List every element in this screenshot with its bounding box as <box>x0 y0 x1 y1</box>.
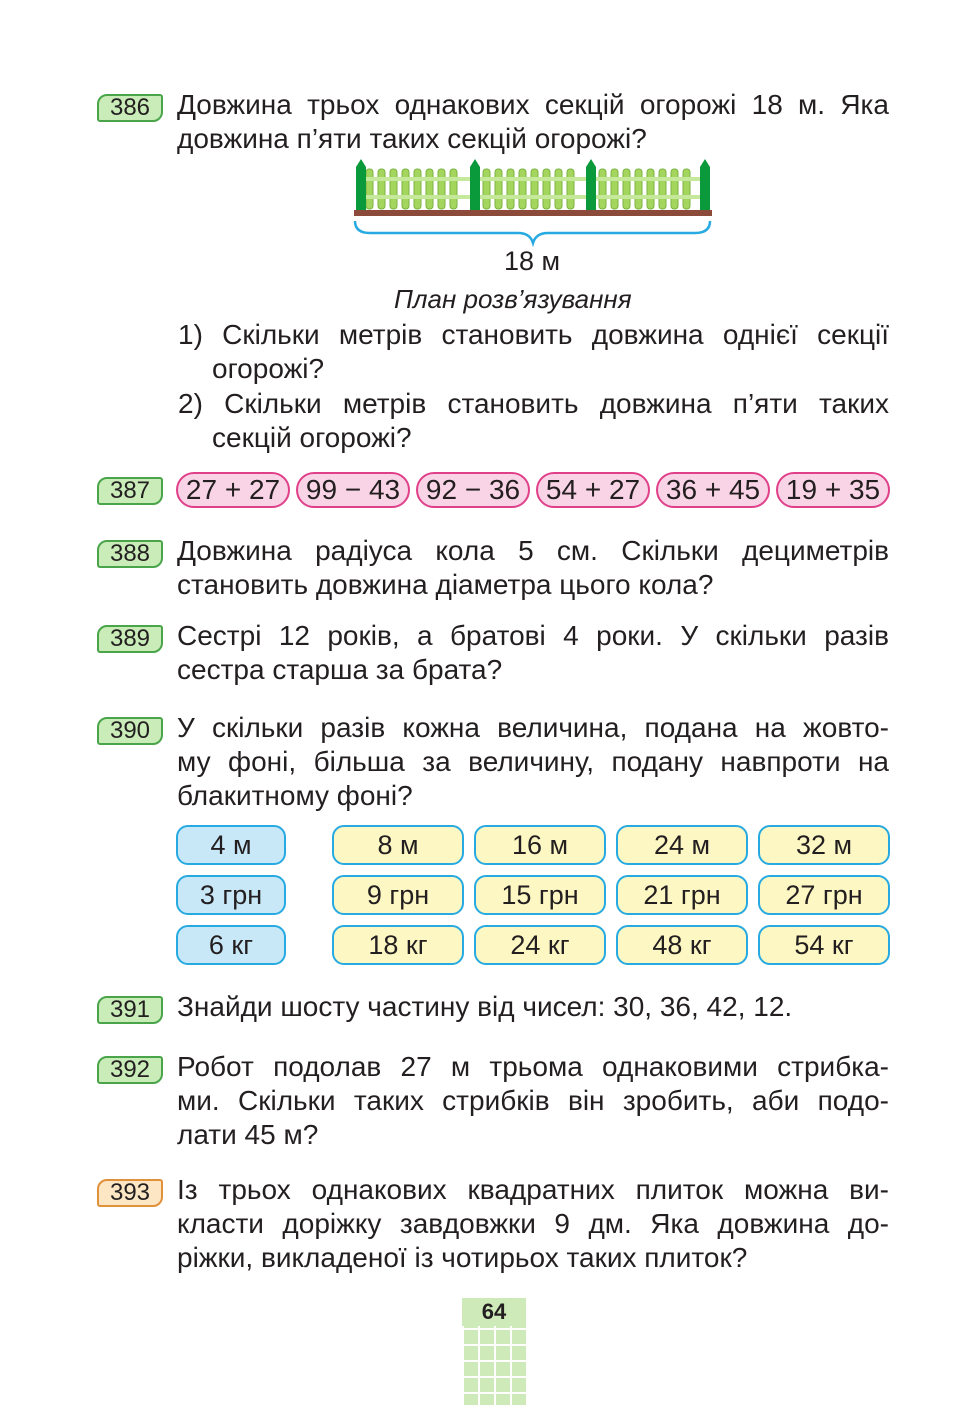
task-line: Довжина радіуса кола 5 см. Скільки дециметрів <box>177 535 889 566</box>
expression: 27 + 27 <box>176 472 290 508</box>
task-number-393: 393 <box>97 1179 163 1207</box>
expression: 54 + 27 <box>536 472 650 508</box>
quantity-cell: 9 грн <box>332 875 464 915</box>
quantity-cell: 27 грн <box>758 875 890 915</box>
base-quantity-cell: 6 кг <box>176 925 286 965</box>
task-386-text <box>177 88 889 156</box>
fence-illustration <box>350 155 718 247</box>
plan-step-1: 1) Скільки метрів становить довжина однієї секції <box>178 319 889 350</box>
expression: 99 − 43 <box>296 472 410 508</box>
task-line: довжина п’яти таких секцій огорожі? <box>177 123 647 154</box>
base-quantity-cell: 3 грн <box>176 875 286 915</box>
task-392-text <box>177 1050 889 1152</box>
task-line: му фоні, більша за величину, подану навпроти на <box>177 746 889 777</box>
length-brace <box>355 221 710 243</box>
quantity-cell: 24 кг <box>474 925 606 965</box>
task-line: лати 45 м? <box>177 1119 319 1150</box>
base-quantity-cell: 4 м <box>176 825 286 865</box>
task-line: Довжина трьох однакових секцій огорожі 18 м. Яка <box>177 89 889 120</box>
task-line: блакитному фоні? <box>177 780 413 811</box>
quantity-cell: 18 кг <box>332 925 464 965</box>
task-line: сестра старша за брата? <box>177 654 503 685</box>
quantity-cell: 21 грн <box>616 875 748 915</box>
plan-title: План розв’язування <box>394 284 632 314</box>
task-number-388: 388 <box>97 540 163 568</box>
task-line: ріжки, викладеної із чотирьох таких плиток? <box>177 1242 748 1273</box>
quantity-cell: 15 грн <box>474 875 606 915</box>
expression: 19 + 35 <box>776 472 890 508</box>
fence-length-label: 18 м <box>504 246 561 276</box>
page-number-tab <box>462 1296 526 1405</box>
quantity-cell: 16 м <box>474 825 606 865</box>
task-number-390: 390 <box>97 717 163 745</box>
task-number-387: 387 <box>97 477 163 505</box>
task-line: становить довжина діаметра цього кола? <box>177 569 714 600</box>
quantity-cell: 48 кг <box>616 925 748 965</box>
quantity-cell: 8 м <box>332 825 464 865</box>
expression: 92 − 36 <box>416 472 530 508</box>
expression: 36 + 45 <box>656 472 770 508</box>
page-number: 64 <box>462 1298 526 1326</box>
task-390-text <box>177 711 889 813</box>
task-number-391: 391 <box>97 996 163 1024</box>
task-number-389: 389 <box>97 625 163 653</box>
plan-step-2: 2) Скільки метрів становить довжина п’яти таких <box>178 388 889 419</box>
plan-step-1-cont: огорожі? <box>212 353 325 384</box>
quantity-cell: 32 м <box>758 825 890 865</box>
task-393-text <box>177 1173 889 1275</box>
fence-pickets <box>354 159 712 216</box>
task-388-text <box>177 534 889 602</box>
quantity-cell: 54 кг <box>758 925 890 965</box>
task-389-text <box>177 619 889 687</box>
task-number-386: 386 <box>97 94 163 122</box>
task-391-text <box>177 990 889 1024</box>
task-line: Із трьох однакових квадратних плиток можна ви- <box>177 1174 889 1205</box>
plan-step-2-cont: секцій огорожі? <box>212 422 412 453</box>
task-line: ми. Скільки таких стрибків він зробить, аби подо- <box>177 1085 889 1116</box>
task-line: класти доріжку завдовжки 9 дм. Яка довжина до- <box>177 1208 889 1239</box>
task-line: Робот подолав 27 м трьома однаковими стрибка- <box>177 1051 889 1082</box>
quantity-cell: 24 м <box>616 825 748 865</box>
task-number-392: 392 <box>97 1056 163 1084</box>
task-line: У скільки разів кожна величина, подана на жовто- <box>177 712 889 743</box>
task-line: Знайди шосту частину від чисел: 30, 36, 42, 12. <box>177 991 793 1022</box>
task-line: Сестрі 12 років, а братові 4 роки. У скільки разів <box>177 620 889 651</box>
